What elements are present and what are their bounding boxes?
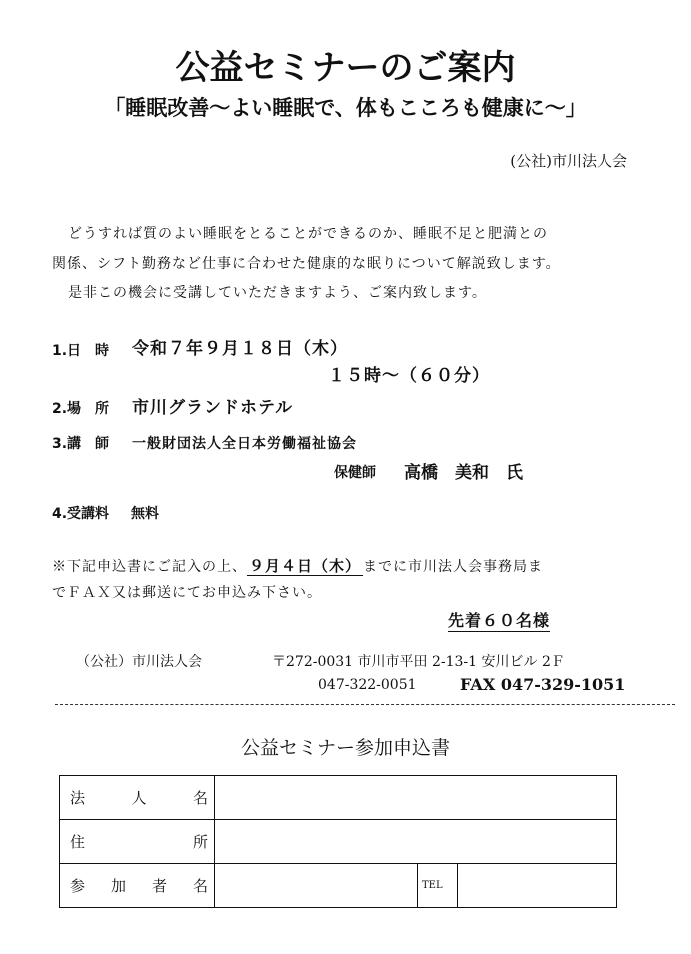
tel-label: TEL xyxy=(418,864,458,908)
company-name-label: 法 人 名 xyxy=(60,776,215,820)
fee-value: 無料 xyxy=(131,506,159,522)
contact-fax: FAX 047-329-1051 xyxy=(460,675,626,694)
note-line-2: でＦＡＸ又は郵送にてお申込み下さい。 xyxy=(52,585,322,601)
time-value: １５時～（６０分） xyxy=(328,366,490,386)
lecturer-org: 一般財団法人全日本労働福祉協会 xyxy=(132,436,357,452)
application-form xyxy=(59,775,617,908)
form-row-company xyxy=(60,776,617,820)
note-prefix: ※下記申込書にご記入の上、 xyxy=(52,559,247,575)
contact-tel: 047-322-0051 xyxy=(318,677,417,693)
contact-address: 〒272-0031 市川市平田 2-13-1 安川ビル 2Ｆ xyxy=(272,654,565,670)
place-value: 市川グランドホテル xyxy=(132,398,294,418)
seminar-subtitle: 「睡眠改善～よい睡眠で、体もこころも健康に～」 xyxy=(104,96,587,120)
fee-label: 4.受講料 xyxy=(52,506,110,522)
organizer: (公社)市川法人会 xyxy=(510,152,627,170)
first-come-badge: 先着６０名様 xyxy=(448,608,550,632)
note-suffix: までに市川法人会事務局ま xyxy=(363,559,544,575)
lecturer-label: 3.講 師 xyxy=(52,436,110,452)
intro-line-1: どうすれば質のよい睡眠をとることができるのか、睡眠不足と肥満との xyxy=(68,226,548,242)
lecturer-name: 高橋 美和 氏 xyxy=(404,463,523,483)
participant-label: 参 加 者 名 xyxy=(60,864,215,908)
participant-field[interactable] xyxy=(215,864,418,908)
date-value: 令和７年９月１８日（木） xyxy=(132,339,348,359)
form-title: 公益セミナー参加申込書 xyxy=(240,737,450,759)
deadline: ９月４日（木） xyxy=(249,557,362,575)
form-row-address xyxy=(60,820,617,864)
lecturer-title: 保健師 xyxy=(334,465,376,481)
contact-org: （公社）市川法人会 xyxy=(76,654,202,670)
tel-field[interactable] xyxy=(458,864,617,908)
form-row-participant xyxy=(60,864,617,908)
address-field[interactable] xyxy=(215,820,617,864)
cut-line xyxy=(55,704,675,705)
date-label: 1.日 時 xyxy=(52,343,110,359)
note-line-1 xyxy=(52,555,543,576)
intro-line-3: 是非この機会に受講していただきますよう、ご案内致します。 xyxy=(68,285,487,301)
company-name-field[interactable] xyxy=(215,776,617,820)
address-label: 住 所 xyxy=(60,820,215,864)
page-title: 公益セミナーのご案内 xyxy=(175,48,516,88)
place-label: 2.場 所 xyxy=(52,401,110,417)
intro-line-2: 関係、シフト勤務など仕事に合わせた健康的な眠りについて解説致します。 xyxy=(52,256,561,272)
